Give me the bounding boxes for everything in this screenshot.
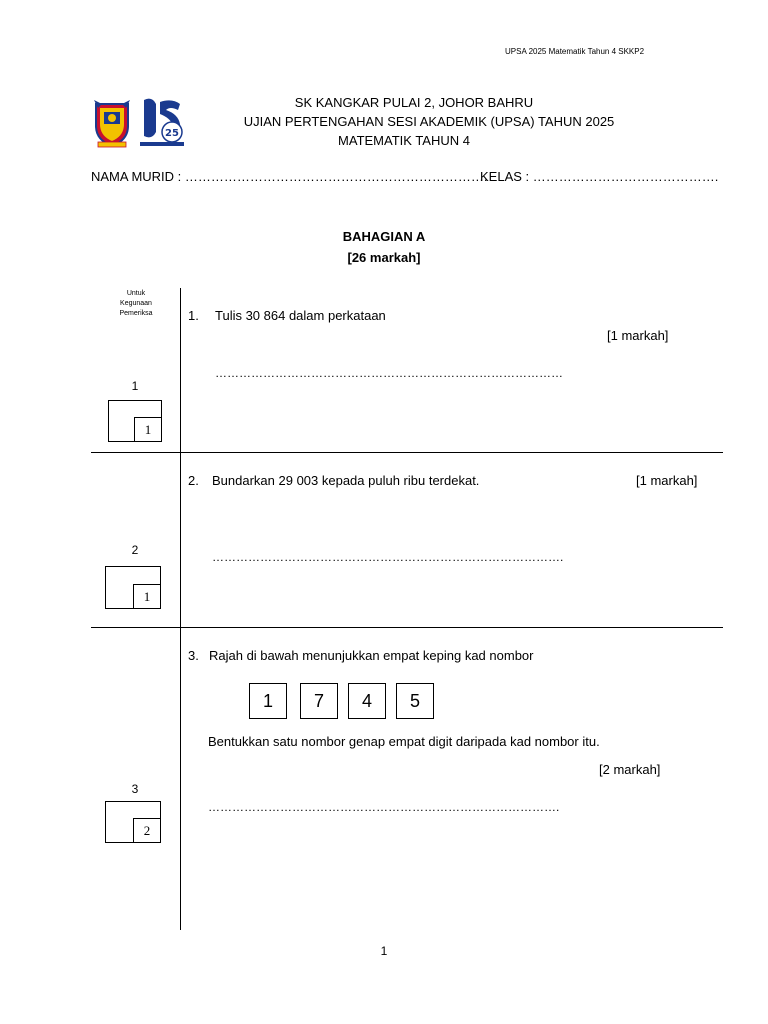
question-1-answer-line[interactable]: ……………………………………………………………………………: [215, 366, 563, 380]
number-card: 7: [300, 683, 338, 719]
number-card: 5: [396, 683, 434, 719]
question-2-max-score: 1: [133, 584, 160, 608]
examiner-column-label: [110, 289, 162, 319]
question-2-answer-line[interactable]: …………………………………………………………………………….: [212, 550, 564, 564]
section-marks: [26 markah]: [347, 250, 421, 265]
question-divider: [91, 627, 723, 628]
question-2-text: Bundarkan 29 003 kepada puluh ribu terdekat.: [212, 473, 480, 488]
student-name-line: NAMA MURID : …………………………………………………………….: [91, 169, 488, 184]
question-1-text: Tulis 30 864 dalam perkataan: [215, 308, 386, 323]
margin-divider: [180, 288, 181, 930]
question-2-score-box[interactable]: [105, 566, 161, 609]
question-3-max-score: 2: [133, 818, 160, 842]
exam-title: UJIAN PERTENGAHAN SESI AKADEMIK (UPSA) TAHUN 2025: [243, 114, 615, 129]
question-1-score-box[interactable]: [108, 400, 162, 442]
question-1-index: 1.: [188, 308, 199, 323]
examiner-label-line: Kegunaan: [120, 300, 152, 307]
header-note: UPSA 2025 Matematik Tahun 4 SKKP2: [505, 47, 645, 56]
subject-title: MATEMATIK TAHUN 4: [338, 133, 470, 148]
question-3-marks: [2 markah]: [599, 762, 661, 777]
examiner-label-line: Pemeriksa: [119, 310, 153, 317]
question-3-score-box[interactable]: [105, 801, 161, 843]
question-2-number: 2: [131, 543, 139, 557]
question-2-marks: [1 markah]: [636, 473, 698, 488]
section-title: BAHAGIAN A: [342, 229, 426, 244]
question-2-index: 2.: [188, 473, 199, 488]
school-name: SK KANGKAR PULAI 2, JOHOR BAHRU: [294, 95, 534, 110]
logo-number: 25: [165, 128, 179, 139]
question-1-max-score: 1: [134, 417, 161, 441]
number-card: 4: [348, 683, 386, 719]
question-divider: [91, 452, 723, 453]
question-3-text: Rajah di bawah menunjukkan empat keping kad nombor: [209, 648, 534, 663]
examiner-label-line: Untuk: [126, 290, 146, 297]
class-line: KELAS : …………………………………….: [480, 169, 719, 184]
question-1-number: 1: [131, 379, 139, 393]
page-number: 1: [380, 944, 388, 958]
question-3-index: 3.: [188, 648, 199, 663]
question-3-answer-line[interactable]: …………………………………………………………………………….: [208, 800, 560, 814]
question-1-marks: [1 markah]: [607, 328, 669, 343]
question-3-instruction: Bentukkan satu nombor genap empat digit daripada kad nombor itu.: [208, 734, 600, 749]
number-card: 1: [249, 683, 287, 719]
question-3-number: 3: [131, 782, 139, 796]
